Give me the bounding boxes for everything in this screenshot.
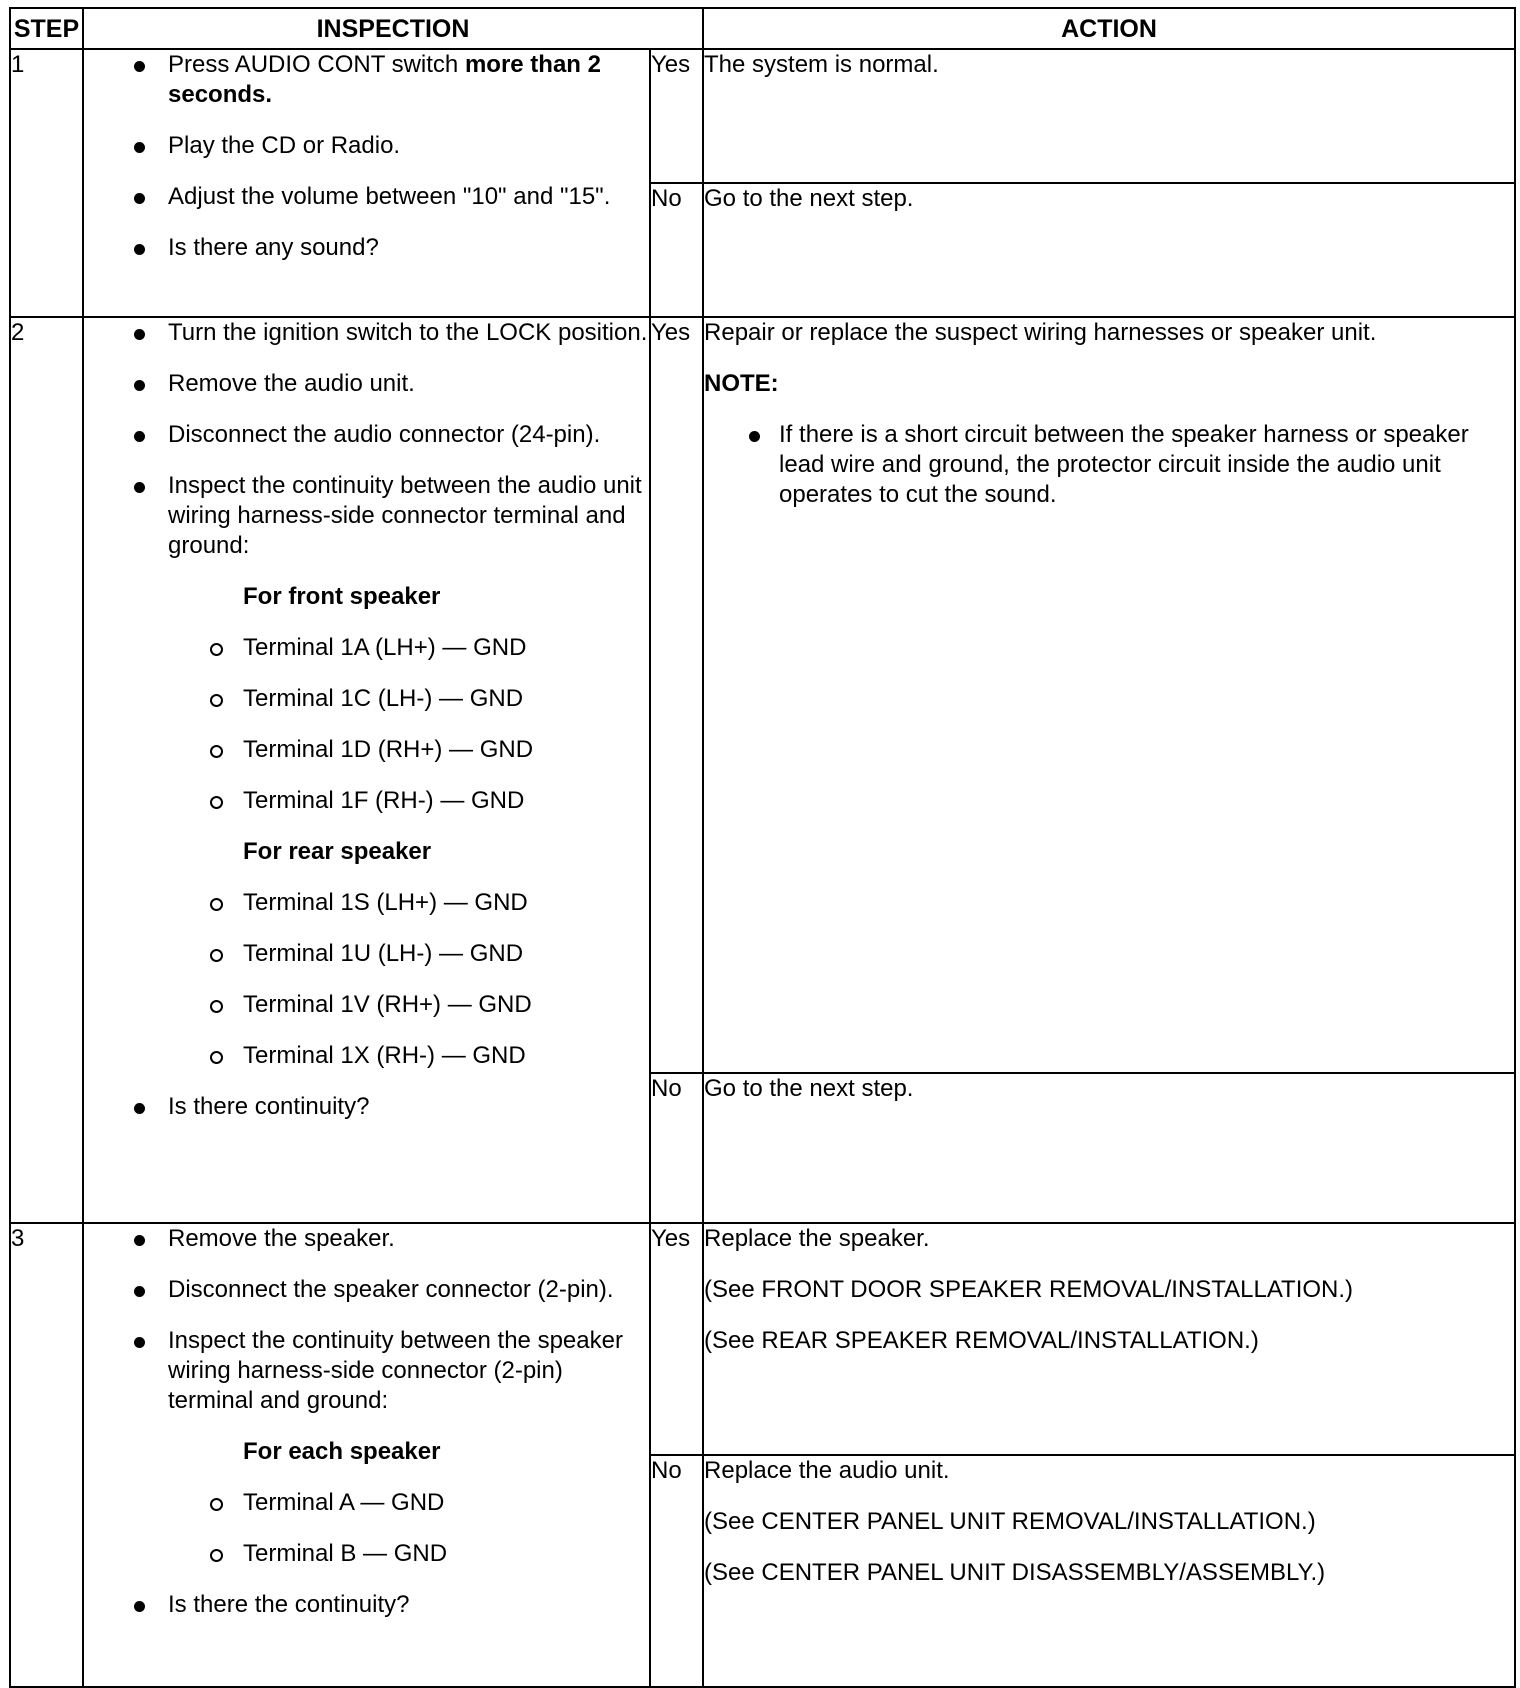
reference-text: (See FRONT DOOR SPEAKER REMOVAL/INSTALLATION.)	[704, 1276, 1354, 1303]
terminal-item: Terminal 1D (RH+) — GND	[84, 735, 649, 765]
inspection-item: Inspect the continuity between the speaker wiring harness-side connector (2-pin) terminal and ground:	[84, 1326, 649, 1416]
terminal-item: Terminal 1U (LH-) — GND	[84, 939, 649, 969]
step-1-yes-row	[10, 49, 1515, 183]
inspection-item: Remove the audio unit.	[84, 369, 649, 399]
inspection-item: Adjust the volume between "10" and "15".	[84, 182, 649, 212]
yes-action: The system is normal.	[703, 49, 1515, 183]
inspection-question: Is there continuity?	[84, 1092, 649, 1122]
inspection-item: Remove the speaker.	[84, 1224, 649, 1254]
yes-label: Yes	[650, 49, 703, 183]
inspection-item: Disconnect the speaker connector (2-pin).	[84, 1275, 649, 1305]
inspection-question: Is there any sound?	[84, 233, 649, 263]
action-text: Replace the audio unit.	[704, 1457, 950, 1484]
step-number: 2	[10, 317, 83, 1223]
step-2-inspection	[83, 317, 650, 1223]
inspection-item: Disconnect the audio connector (24-pin).	[84, 420, 649, 450]
step-2-yes-row	[10, 317, 1515, 1073]
terminal-item: Terminal 1X (RH-) — GND	[84, 1041, 649, 1071]
terminal-item: Terminal B — GND	[84, 1539, 649, 1569]
terminal-item: Terminal A — GND	[84, 1488, 649, 1518]
no-action: Go to the next step.	[703, 183, 1515, 317]
yes-label: Yes	[650, 1223, 703, 1455]
step-number: 3	[10, 1223, 83, 1687]
step-1-inspection	[83, 49, 650, 317]
terminal-item: Terminal 1A (LH+) — GND	[84, 633, 649, 663]
each-speaker-heading: For each speaker	[243, 1438, 441, 1465]
no-label: No	[650, 1073, 703, 1223]
reference-text: (See REAR SPEAKER REMOVAL/INSTALLATION.)	[704, 1327, 1259, 1354]
header-step: STEP	[10, 8, 83, 49]
no-label: No	[650, 1455, 703, 1687]
terminal-item: Terminal 1F (RH-) — GND	[84, 786, 649, 816]
terminal-item: Terminal 1V (RH+) — GND	[84, 990, 649, 1020]
header-row	[10, 8, 1515, 49]
reference-text: (See CENTER PANEL UNIT DISASSEMBLY/ASSEMBLY.)	[704, 1559, 1326, 1586]
inspection-item: Press AUDIO CONT switch more than 2 seconds.	[84, 50, 649, 110]
terminal-item: Terminal 1S (LH+) — GND	[84, 888, 649, 918]
terminal-item: Terminal 1C (LH-) — GND	[84, 684, 649, 714]
step-3-yes-row	[10, 1223, 1515, 1455]
note-text: If there is a short circuit between the speaker harness or speaker lead wire and ground, the protector circuit inside the audio unit operates to cut the sound.	[704, 420, 1514, 510]
yes-action	[703, 1223, 1515, 1455]
inspection-item: Inspect the continuity between the audio unit wiring harness-side connector terminal and ground:	[84, 471, 649, 561]
no-action	[703, 1455, 1515, 1687]
rear-speaker-heading: For rear speaker	[243, 838, 432, 865]
action-text: Replace the speaker.	[704, 1225, 930, 1252]
no-label: No	[650, 183, 703, 317]
troubleshooting-table	[9, 7, 1516, 1688]
front-speaker-heading: For front speaker	[243, 583, 441, 610]
header-inspection: INSPECTION	[83, 8, 703, 49]
action-text: Repair or replace the suspect wiring harnesses or speaker unit.	[704, 319, 1377, 346]
step-number: 1	[10, 49, 83, 317]
inspection-item: Turn the ignition switch to the LOCK position.	[84, 318, 649, 348]
note-label: NOTE:	[704, 370, 779, 397]
header-action: ACTION	[703, 8, 1515, 49]
yes-label: Yes	[650, 317, 703, 1073]
no-action: Go to the next step.	[703, 1073, 1515, 1223]
step-3-inspection	[83, 1223, 650, 1687]
reference-text: (See CENTER PANEL UNIT REMOVAL/INSTALLATION.)	[704, 1508, 1316, 1535]
inspection-item: Play the CD or Radio.	[84, 131, 649, 161]
inspection-question: Is there the continuity?	[84, 1590, 649, 1620]
yes-action	[703, 317, 1515, 1073]
